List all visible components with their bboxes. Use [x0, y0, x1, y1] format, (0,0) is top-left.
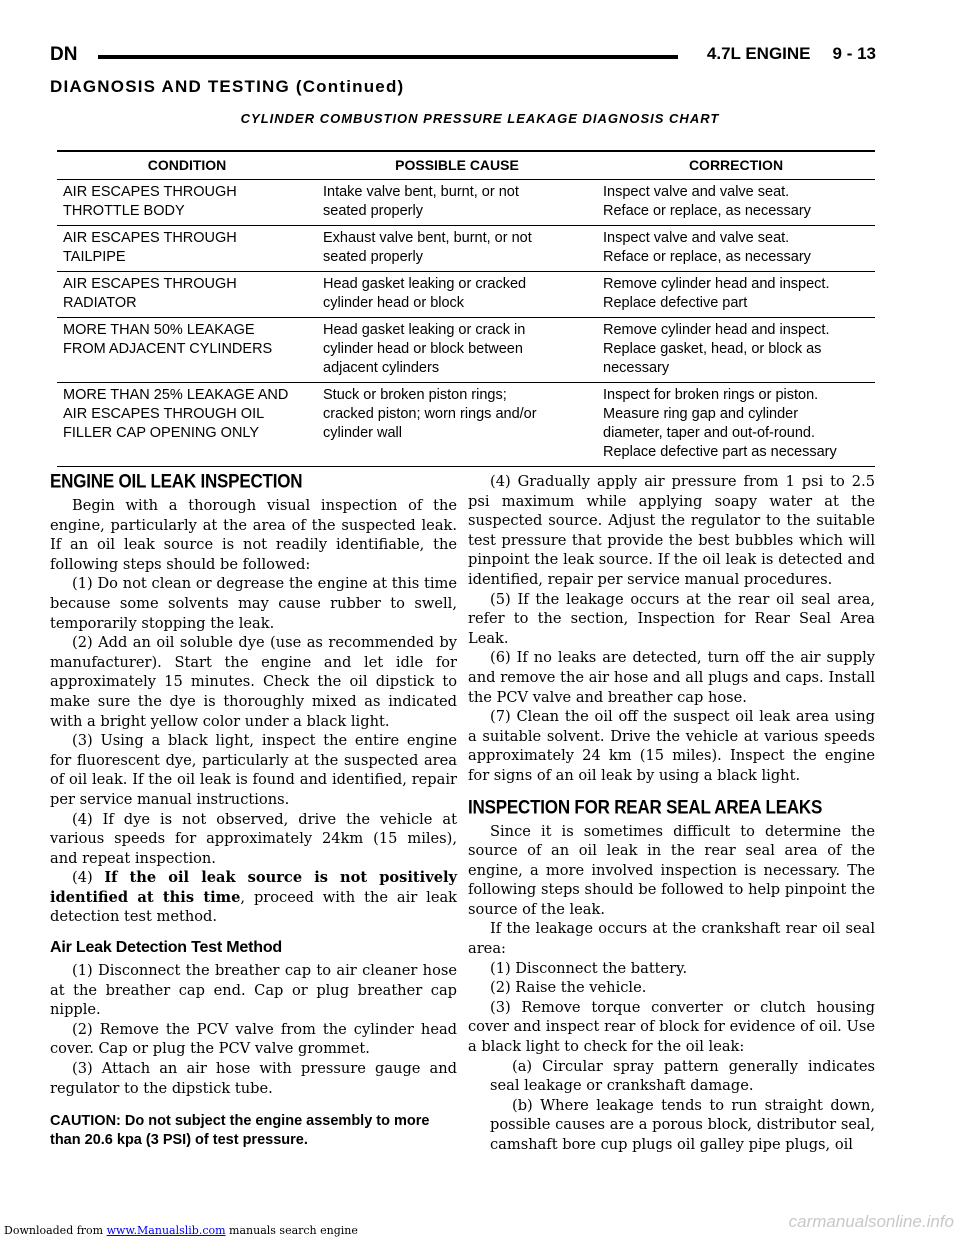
table-row: [57, 272, 875, 318]
step-emphasis: If the oil leak source is not positively identified at this time: [50, 869, 458, 906]
table-cell: AIR ESCAPES THROUGH RADIATOR: [57, 272, 317, 318]
paragraph: If the leakage occurs at the crankshaft rear oil seal area:: [468, 920, 875, 958]
table-cell: AIR ESCAPES THROUGH THROTTLE BODY: [57, 180, 317, 226]
table-cell: Inspect valve and valve seat. Reface or replace, as necessary: [597, 226, 875, 272]
table-cell: Remove cylinder head and inspect. Replace defective part: [597, 272, 875, 318]
table-cell: MORE THAN 25% LEAKAGE AND AIR ESCAPES THROUGH OIL FILLER CAP OPENING ONLY: [57, 383, 317, 467]
engine-label: 4.7L ENGINE: [706, 44, 811, 63]
air-leak-heading: Air Leak Detection Test Method: [50, 939, 282, 957]
download-footer: [4, 1224, 358, 1237]
step: (2) Add an oil soluble dye (use as recommended by manufacturer). Start the engine and let idle for approximately 15 minutes. Check the oil dipstick to make sure the dye is thoroughly mixed as indicated with a bright yellow color under a black light.: [50, 634, 457, 730]
table-cell: Stuck or broken piston rings; cracked piston; worn rings and/or cylinder wall: [317, 383, 597, 467]
table-cell: Head gasket leaking or crack in cylinder head or block between adjacent cylinders: [317, 318, 597, 383]
table-cell: Head gasket leaking or cracked cylinder head or block: [317, 272, 597, 318]
page-header: [50, 44, 876, 70]
right-column: [468, 472, 875, 1155]
section-title: DIAGNOSIS AND TESTING (Continued): [50, 77, 405, 96]
watermark: carmanualsonline.info: [788, 1212, 954, 1231]
step: (1) Do not clean or degrease the engine at this time because some solvents may cause rubber to swell, temporarily stopping the leak.: [50, 575, 457, 632]
diagnosis-table: [57, 150, 875, 467]
step: (4) Gradually apply air pressure from 1 psi to 2.5 psi maximum while applying soapy water at the suspected source. Adjust the regulator to the suitable test pressure that provide the best bubbles which will pinpoint the leak source. If the oil leak is detected and identified, repair per service manual procedures.: [468, 473, 875, 588]
left-column: [50, 472, 457, 1150]
table-row: [57, 318, 875, 383]
paragraph: Begin with a thorough visual inspection of the engine, particularly at the area of the suspected leak. If an oil leak source is not readily identifiable, the following steps should be followed:: [50, 497, 457, 573]
header-right: [685, 44, 876, 64]
table-row: [57, 383, 875, 467]
table-cell: MORE THAN 50% LEAKAGE FROM ADJACENT CYLINDERS: [57, 318, 317, 383]
table-cell: Exhaust valve bent, burnt, or not seated properly: [317, 226, 597, 272]
header-rule: [98, 55, 678, 59]
caution-note: CAUTION: Do not subject the engine assembly to more than 20.6 kpa (3 PSI) of test pressure.: [50, 1113, 430, 1149]
table-row: [57, 226, 875, 272]
column-header: POSSIBLE CAUSE: [317, 151, 597, 180]
step: (3) Using a black light, inspect the entire engine for fluorescent dye, particularly at the suspected area of oil leak. If the oil leak is found and identified, repair per service manual instructions.: [50, 732, 457, 808]
step: (4) If dye is not observed, drive the vehicle at various speeds for approximately 24km (15 miles), and repeat inspection.: [50, 810, 457, 867]
step: (2) Remove the PCV valve from the cylinder head cover. Cap or plug the PCV valve grommet.: [50, 1020, 457, 1058]
table-cell: Remove cylinder head and inspect. Replace gasket, head, or block as necessary: [597, 318, 875, 383]
rear-seal-heading: INSPECTION FOR REAR SEAL AREA LEAKS: [468, 796, 823, 818]
section-code: DN: [50, 44, 78, 65]
step: (5) If the leakage occurs at the rear oil seal area, refer to the section, Inspection for Rear Seal Area Leak.: [468, 590, 875, 647]
step-text: , proceed with the air leak detection test method.: [50, 888, 457, 926]
step: (6) If no leaks are detected, turn off the air supply and remove the air hose and all plugs and caps. Install the PCV valve and breather cap hose.: [468, 649, 875, 706]
oil-leak-heading: ENGINE OIL LEAK INSPECTION: [50, 470, 303, 493]
table-cell: Intake valve bent, burnt, or not seated properly: [317, 180, 597, 226]
step: [50, 868, 457, 927]
step: (3) Remove torque converter or clutch housing cover and inspect rear of block for evidence of oil. Use a black light to check for the oil leak:: [468, 998, 875, 1056]
step: (2) Raise the vehicle.: [490, 979, 647, 997]
step: (7) Clean the oil off the suspect oil leak area using a suitable solvent. Drive the vehicle at various speeds approximately 24 km (15 miles). Inspect the engine for signs of an oil leak by using a black light.: [468, 708, 875, 784]
paragraph: Since it is sometimes difficult to determine the source of an oil leak in the rear seal area of the engine, a more involved inspection is necessary. The following steps should be followed to help pinpoint the source of the leak.: [468, 822, 875, 918]
table-row: [57, 180, 875, 226]
step: (1) Disconnect the battery.: [490, 959, 688, 977]
table-cell: Inspect for broken rings or piston. Measure ring gap and cylinder diameter, taper and out-of-round. Replace defective part as necessary: [597, 383, 875, 467]
column-header: CONDITION: [57, 151, 317, 180]
page-number: 9 - 13: [832, 44, 876, 63]
step: (1) Disconnect the breather cap to air cleaner hose at the breather cap end. Cap or plug breather cap nipple.: [50, 962, 457, 1019]
step: (3) Attach an air hose with pressure gauge and regulator to the dipstick tube.: [50, 1060, 457, 1097]
footer-suffix: manuals search engine: [225, 1224, 358, 1237]
sub-step: (a) Circular spray pattern generally indicates seal leakage or crankshaft damage.: [490, 1057, 875, 1095]
table-cell: AIR ESCAPES THROUGH TAILPIPE: [57, 226, 317, 272]
column-header: CORRECTION: [597, 151, 875, 180]
step-number: (4): [72, 869, 93, 887]
table-header-row: [57, 151, 875, 180]
chart-title: CYLINDER COMBUSTION PRESSURE LEAKAGE DIAGNOSIS CHART: [240, 111, 720, 126]
sub-step: (b) Where leakage tends to run straight down, possible causes are a porous block, distributor seal, camshaft bore cup plugs oil galley pipe plugs, oil: [490, 1096, 875, 1153]
table-cell: Inspect valve and valve seat. Reface or replace, as necessary: [597, 180, 875, 226]
footer-prefix: Downloaded from: [4, 1224, 107, 1237]
manualslib-link[interactable]: www.Manualslib.com: [106, 1224, 226, 1237]
